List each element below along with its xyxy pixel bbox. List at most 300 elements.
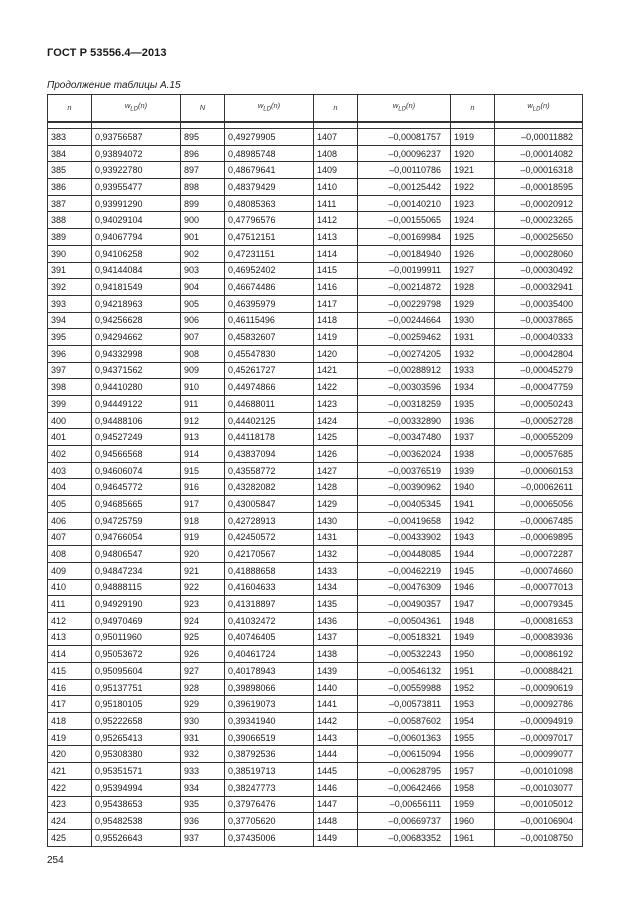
index-cell: 1952 [451,679,495,696]
index-cell: 1431 [314,529,358,546]
index-cell: 1923 [451,195,495,212]
value-cell: 0,43005847 [225,496,314,513]
table-row [48,195,583,212]
index-cell: 1433 [314,562,358,579]
table-row [48,679,583,696]
column-header: N [181,95,225,123]
index-cell: 900 [181,212,225,229]
index-cell: 1407 [314,129,358,146]
value-cell: 0,94294662 [92,329,181,346]
index-cell: 1925 [451,229,495,246]
index-cell: 906 [181,312,225,329]
index-cell: 425 [48,829,92,846]
index-cell: 403 [48,462,92,479]
index-cell: 924 [181,612,225,629]
index-cell: 1939 [451,462,495,479]
index-cell: 406 [48,512,92,529]
value-cell: –0,00376519 [358,462,451,479]
table-row [48,546,583,563]
index-cell: 928 [181,679,225,696]
value-cell: 0,94685665 [92,496,181,513]
index-cell: 913 [181,429,225,446]
value-cell: 0,39341940 [225,713,314,730]
value-cell: 0,94144084 [92,262,181,279]
value-cell: –0,00106904 [495,813,583,830]
table-row [48,145,583,162]
index-cell: 1425 [314,429,358,446]
value-cell: 0,94488106 [92,412,181,429]
header-row [48,95,583,123]
value-cell: 0,43837094 [225,446,314,463]
index-cell: 401 [48,429,92,446]
index-cell: 1442 [314,713,358,730]
table-row [48,779,583,796]
index-cell: 1932 [451,345,495,362]
value-cell: 0,37976476 [225,796,314,813]
index-cell: 389 [48,229,92,246]
index-cell: 392 [48,279,92,296]
index-cell: 1931 [451,329,495,346]
value-cell: 0,95438653 [92,796,181,813]
value-cell: –0,00390962 [358,479,451,496]
value-cell: 0,94606074 [92,462,181,479]
value-cell: 0,94029104 [92,212,181,229]
index-cell: 393 [48,295,92,312]
value-cell: –0,00086192 [495,646,583,663]
value-cell: –0,00169984 [358,229,451,246]
value-cell: 0,95351571 [92,763,181,780]
table-row [48,229,583,246]
value-cell: –0,00040333 [495,329,583,346]
index-cell: 896 [181,145,225,162]
value-cell: 0,95265413 [92,729,181,746]
table-row [48,279,583,296]
index-cell: 916 [181,479,225,496]
index-cell: 390 [48,245,92,262]
index-cell: 415 [48,663,92,680]
value-cell: –0,00083936 [495,629,583,646]
index-cell: 1447 [314,796,358,813]
index-cell: 1941 [451,496,495,513]
value-cell: –0,00077013 [495,579,583,596]
index-cell: 1415 [314,262,358,279]
index-cell: 915 [181,462,225,479]
table-row [48,596,583,613]
index-cell: 398 [48,379,92,396]
value-cell: –0,00052728 [495,412,583,429]
table-row [48,829,583,846]
table-row [48,396,583,413]
index-cell: 1411 [314,195,358,212]
index-cell: 391 [48,262,92,279]
index-cell: 926 [181,646,225,663]
value-cell: –0,00060153 [495,462,583,479]
value-cell: –0,00016318 [495,162,583,179]
value-cell: 0,94067794 [92,229,181,246]
index-cell: 904 [181,279,225,296]
value-cell: 0,94645772 [92,479,181,496]
value-cell: –0,00405345 [358,496,451,513]
value-cell: 0,45832607 [225,329,314,346]
index-cell: 385 [48,162,92,179]
index-cell: 397 [48,362,92,379]
value-cell: –0,00014082 [495,145,583,162]
value-cell: –0,00035400 [495,295,583,312]
table-row [48,379,583,396]
column-header: $w_{LD}(n)$ [225,95,314,123]
index-cell: 903 [181,262,225,279]
value-cell: –0,00669737 [358,813,451,830]
value-cell: –0,00448085 [358,546,451,563]
index-cell: 400 [48,412,92,429]
index-cell: 910 [181,379,225,396]
value-cell: 0,42728913 [225,512,314,529]
value-cell: –0,00259462 [358,329,451,346]
value-cell: –0,00155065 [358,212,451,229]
value-cell: 0,42450572 [225,529,314,546]
index-cell: 1448 [314,813,358,830]
table-row [48,813,583,830]
index-cell: 1438 [314,646,358,663]
value-cell: –0,00433902 [358,529,451,546]
index-cell: 417 [48,696,92,713]
index-cell: 418 [48,713,92,730]
value-cell: 0,94929190 [92,596,181,613]
table-row [48,746,583,763]
index-cell: 927 [181,663,225,680]
value-cell: 0,41888658 [225,562,314,579]
index-cell: 919 [181,529,225,546]
index-cell: 1943 [451,529,495,546]
value-cell: 0,94256628 [92,312,181,329]
index-cell: 1920 [451,145,495,162]
value-cell: –0,00101098 [495,763,583,780]
value-cell: –0,00532243 [358,646,451,663]
column-header: $w_{LD}(n)$ [92,95,181,123]
value-cell: 0,94218963 [92,295,181,312]
page-number: 254 [47,855,64,866]
value-cell: –0,00096237 [358,145,451,162]
value-cell: 0,95222658 [92,713,181,730]
index-cell: 413 [48,629,92,646]
value-cell: 0,94725759 [92,512,181,529]
index-cell: 902 [181,245,225,262]
value-cell: 0,94410280 [92,379,181,396]
value-cell: 0,40178943 [225,663,314,680]
index-cell: 1424 [314,412,358,429]
index-cell: 1957 [451,763,495,780]
value-cell: –0,00081757 [358,129,451,146]
index-cell: 1421 [314,362,358,379]
table-row [48,162,583,179]
index-cell: 420 [48,746,92,763]
index-cell: 1441 [314,696,358,713]
value-cell: –0,00628795 [358,763,451,780]
index-cell: 935 [181,796,225,813]
value-cell: 0,47796576 [225,212,314,229]
value-cell: –0,00504361 [358,612,451,629]
value-cell: –0,00615094 [358,746,451,763]
index-cell: 414 [48,646,92,663]
table-caption: Продолжение таблицы А.15 [47,80,181,91]
value-cell: 0,94371562 [92,362,181,379]
value-cell: 0,93955477 [92,179,181,196]
value-cell: –0,00042804 [495,345,583,362]
value-cell: 0,44402125 [225,412,314,429]
table-row [48,412,583,429]
value-cell: –0,00546132 [358,663,451,680]
index-cell: 895 [181,129,225,146]
value-cell: 0,95053672 [92,646,181,663]
value-cell: –0,00020912 [495,195,583,212]
index-cell: 1924 [451,212,495,229]
value-cell: 0,43558772 [225,462,314,479]
index-cell: 1449 [314,829,358,846]
index-cell: 1428 [314,479,358,496]
table-row [48,295,583,312]
value-cell: 0,48379429 [225,179,314,196]
index-cell: 1422 [314,379,358,396]
table-row [48,646,583,663]
index-cell: 914 [181,446,225,463]
value-cell: –0,00184940 [358,245,451,262]
table-row [48,329,583,346]
value-cell: 0,41318897 [225,596,314,613]
index-cell: 384 [48,145,92,162]
value-cell: –0,00110786 [358,162,451,179]
index-cell: 402 [48,446,92,463]
document-header: ГОСТ Р 53556.4—2013 [47,47,167,59]
value-cell: –0,00108750 [495,829,583,846]
data-table [47,94,583,847]
index-cell: 1427 [314,462,358,479]
index-cell: 937 [181,829,225,846]
value-cell: –0,00074660 [495,562,583,579]
index-cell: 399 [48,396,92,413]
index-cell: 1956 [451,746,495,763]
table-row [48,479,583,496]
value-cell: 0,94527249 [92,429,181,446]
index-cell: 383 [48,129,92,146]
value-cell: –0,00047759 [495,379,583,396]
index-cell: 407 [48,529,92,546]
value-cell: 0,94847234 [92,562,181,579]
value-cell: –0,00332890 [358,412,451,429]
index-cell: 1933 [451,362,495,379]
index-cell: 898 [181,179,225,196]
value-cell: –0,00094919 [495,713,583,730]
value-cell: –0,00419658 [358,512,451,529]
index-cell: 921 [181,562,225,579]
index-cell: 416 [48,679,92,696]
table-row [48,362,583,379]
index-cell: 1942 [451,512,495,529]
index-cell: 396 [48,345,92,362]
value-cell: –0,00025650 [495,229,583,246]
index-cell: 1926 [451,245,495,262]
value-cell: 0,40461724 [225,646,314,663]
index-cell: 1960 [451,813,495,830]
index-cell: 1930 [451,312,495,329]
value-cell: –0,00125442 [358,179,451,196]
index-cell: 901 [181,229,225,246]
value-cell: –0,00587602 [358,713,451,730]
index-cell: 1412 [314,212,358,229]
index-cell: 932 [181,746,225,763]
index-cell: 1420 [314,345,358,362]
index-cell: 1959 [451,796,495,813]
value-cell: 0,94970469 [92,612,181,629]
index-cell: 912 [181,412,225,429]
index-cell: 1951 [451,663,495,680]
value-cell: –0,00088421 [495,663,583,680]
value-cell: –0,00011882 [495,129,583,146]
index-cell: 1414 [314,245,358,262]
value-cell: –0,00199911 [358,262,451,279]
value-cell: 0,94806547 [92,546,181,563]
value-cell: –0,00081653 [495,612,583,629]
table-header [48,95,583,123]
table-row [48,529,583,546]
value-cell: 0,46674486 [225,279,314,296]
value-cell: –0,00656111 [358,796,451,813]
index-cell: 405 [48,496,92,513]
value-cell: –0,00103077 [495,779,583,796]
table-row [48,129,583,146]
index-cell: 1929 [451,295,495,312]
value-cell: –0,00090619 [495,679,583,696]
index-cell: 934 [181,779,225,796]
value-cell: 0,93991290 [92,195,181,212]
value-cell: –0,00092786 [495,696,583,713]
index-cell: 1919 [451,129,495,146]
value-cell: –0,00490357 [358,596,451,613]
index-cell: 1946 [451,579,495,596]
index-cell: 931 [181,729,225,746]
value-cell: 0,42170567 [225,546,314,563]
index-cell: 917 [181,496,225,513]
value-cell: –0,00362024 [358,446,451,463]
index-cell: 412 [48,612,92,629]
value-cell: 0,94332998 [92,345,181,362]
index-cell: 1416 [314,279,358,296]
index-cell: 395 [48,329,92,346]
index-cell: 918 [181,512,225,529]
column-header: n [451,95,495,123]
index-cell: 1430 [314,512,358,529]
value-cell: –0,00097017 [495,729,583,746]
index-cell: 1417 [314,295,358,312]
index-cell: 1434 [314,579,358,596]
index-cell: 922 [181,579,225,596]
value-cell: 0,95394994 [92,779,181,796]
value-cell: –0,00018595 [495,179,583,196]
index-cell: 1445 [314,763,358,780]
index-cell: 421 [48,763,92,780]
value-cell: –0,00559988 [358,679,451,696]
index-cell: 1435 [314,596,358,613]
index-cell: 1934 [451,379,495,396]
table-row [48,446,583,463]
value-cell: 0,94766054 [92,529,181,546]
index-cell: 387 [48,195,92,212]
value-cell: –0,00462219 [358,562,451,579]
table-row [48,512,583,529]
value-cell: 0,38247773 [225,779,314,796]
column-header: $w_{LD}(n)$ [495,95,583,123]
value-cell: –0,00214872 [358,279,451,296]
value-cell: 0,41604633 [225,579,314,596]
table-row [48,713,583,730]
value-cell: –0,00140210 [358,195,451,212]
index-cell: 386 [48,179,92,196]
index-cell: 908 [181,345,225,362]
value-cell: –0,00601363 [358,729,451,746]
index-cell: 422 [48,779,92,796]
value-cell: –0,00057685 [495,446,583,463]
value-cell: 0,39898066 [225,679,314,696]
value-cell: –0,00050243 [495,396,583,413]
value-cell: 0,48679641 [225,162,314,179]
index-cell: 936 [181,813,225,830]
value-cell: 0,46395979 [225,295,314,312]
index-cell: 930 [181,713,225,730]
value-cell: –0,00072287 [495,546,583,563]
value-cell: 0,39066519 [225,729,314,746]
index-cell: 1949 [451,629,495,646]
value-cell: –0,00303596 [358,379,451,396]
index-cell: 905 [181,295,225,312]
value-cell: 0,46115496 [225,312,314,329]
index-cell: 1439 [314,663,358,680]
table-row [48,729,583,746]
value-cell: –0,00099077 [495,746,583,763]
table-row [48,796,583,813]
value-cell: 0,38519713 [225,763,314,780]
index-cell: 1944 [451,546,495,563]
value-cell: –0,00476309 [358,579,451,596]
value-cell: 0,49279905 [225,129,314,146]
index-cell: 1935 [451,396,495,413]
index-cell: 1928 [451,279,495,296]
value-cell: –0,00347480 [358,429,451,446]
value-cell: 0,94566568 [92,446,181,463]
index-cell: 1948 [451,612,495,629]
index-cell: 1953 [451,696,495,713]
index-cell: 424 [48,813,92,830]
index-cell: 1409 [314,162,358,179]
value-cell: –0,00318259 [358,396,451,413]
value-cell: –0,00244664 [358,312,451,329]
index-cell: 1410 [314,179,358,196]
value-cell: –0,00105012 [495,796,583,813]
index-cell: 1413 [314,229,358,246]
index-cell: 1927 [451,262,495,279]
value-cell: –0,00023265 [495,212,583,229]
value-cell: 0,39619073 [225,696,314,713]
index-cell: 1950 [451,646,495,663]
table-row [48,245,583,262]
index-cell: 911 [181,396,225,413]
index-cell: 1937 [451,429,495,446]
table-row [48,462,583,479]
value-cell: –0,00065056 [495,496,583,513]
index-cell: 1437 [314,629,358,646]
index-cell: 423 [48,796,92,813]
value-cell: 0,44118178 [225,429,314,446]
column-header: n [314,95,358,123]
index-cell: 388 [48,212,92,229]
